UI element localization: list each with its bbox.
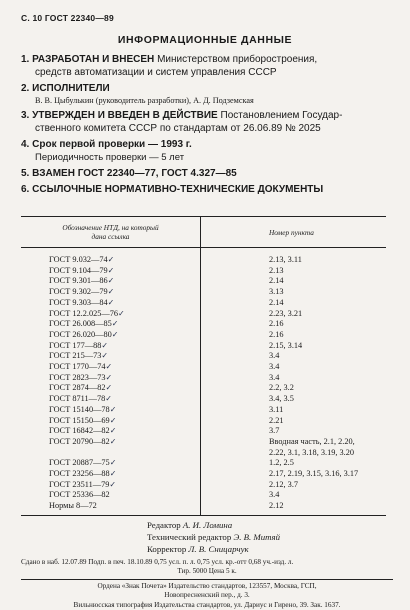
printer-block: [21, 582, 393, 610]
references-table: [21, 216, 386, 516]
document-code: ГОСТ 1770—74: [49, 362, 106, 372]
item-number: 4.: [21, 139, 30, 150]
item-text: Министерством приборостроения,: [157, 54, 318, 65]
item-text-cont: ственного комитета СССР по стандартам от 26.06.89 № 2025: [35, 123, 321, 134]
imprint-line: Сдано в наб. 12.07.89 Подп. в печ. 18.10.89 0,75 усл. п. л. 0,75 усл. кр.-отт 0,68 уч.-изд. л.: [21, 558, 294, 566]
checkmark-icon: ✓: [107, 287, 115, 297]
table-row: [21, 351, 386, 362]
cell-document: [21, 362, 201, 373]
tech-editor-label: Технический редактор: [147, 532, 232, 542]
points-line: 2.15, 3.14: [269, 340, 303, 350]
table-row: [21, 469, 386, 480]
document-code: ГОСТ 23256—88: [49, 469, 110, 479]
cell-points: [201, 394, 387, 405]
document-code: ГОСТ 8711—78: [49, 394, 106, 404]
editors-block: [147, 519, 280, 555]
points-line: 3.13: [269, 287, 284, 297]
points-line: 2.23, 3.21: [269, 308, 303, 318]
table-row: [21, 490, 386, 501]
checkmark-icon: ✓: [109, 479, 117, 489]
cell-points: [201, 298, 387, 309]
corrector-name: Л. В. Сницарчук: [188, 544, 249, 554]
points-line: 2.14: [269, 276, 284, 286]
table-row: [21, 373, 386, 384]
table-body: [21, 248, 386, 516]
cell-points: [201, 373, 387, 384]
info-items: [21, 53, 399, 199]
item-heading: ВЗАМЕН ГОСТ 22340—77, ГОСТ 4.327—85: [32, 168, 237, 179]
table-row: [21, 458, 386, 469]
points-line: 3.4, 3.5: [269, 394, 294, 404]
checkmark-icon: ✓: [109, 426, 117, 436]
points-line: 2.2, 3.2: [269, 383, 294, 393]
item-heading: ИСПОЛНИТЕЛИ: [32, 83, 110, 94]
cell-points: [201, 437, 387, 458]
table-row: [21, 341, 386, 352]
cell-points: [201, 276, 387, 287]
checkmark-icon: ✓: [101, 340, 109, 350]
document-code: ГОСТ 9.104—79: [49, 265, 108, 275]
table-row: [21, 405, 386, 416]
table-row: [21, 266, 386, 277]
checkmark-icon: ✓: [107, 297, 115, 307]
item-number: 5.: [21, 168, 30, 179]
table-row: [21, 287, 386, 298]
executors-names: В. В. Цыбулькин (руководитель разработки), А. Д. Подземская: [35, 96, 254, 105]
item-number: 6.: [21, 184, 30, 195]
cell-document: [21, 490, 201, 501]
printer-line: Ордена «Знак Почета» Издательство стандартов, 123557, Москва, ГСП,: [97, 582, 317, 590]
points-line: 2.13: [269, 265, 284, 275]
item-approved: [21, 109, 399, 135]
col-header-points: Номер пункта: [201, 217, 387, 248]
item-replaces: [21, 167, 399, 180]
cell-points: [201, 309, 387, 320]
points-line: 3.4: [269, 351, 280, 361]
col-header-line: дана ссылка: [91, 232, 130, 241]
cell-document: [21, 248, 201, 266]
document-code: ГОСТ 15140—78: [49, 404, 110, 414]
checkmark-icon: ✓: [109, 415, 117, 425]
points-line: 3.4: [269, 372, 280, 382]
cell-document: [21, 298, 201, 309]
cell-document: [21, 276, 201, 287]
table-row: [21, 416, 386, 427]
points-line: 3.7: [269, 426, 280, 436]
table-row: [21, 276, 386, 287]
cell-document: [21, 480, 201, 491]
checkmark-icon: ✓: [107, 255, 115, 264]
cell-points: [201, 287, 387, 298]
checkmark-icon: ✓: [118, 308, 125, 318]
table-row: [21, 383, 386, 394]
cell-points: [201, 266, 387, 277]
cell-document: [21, 394, 201, 405]
item-executors: [21, 82, 399, 106]
table-row: [21, 501, 386, 515]
cell-points: [201, 330, 387, 341]
points-line: 1.2, 2.5: [269, 458, 294, 468]
cell-document: [21, 287, 201, 298]
cell-document: [21, 458, 201, 469]
checkmark-icon: ✓: [105, 394, 112, 404]
item-text: Постановлением Государ-: [220, 110, 343, 121]
cell-document: [21, 405, 201, 416]
cell-points: [201, 469, 387, 480]
item-number: 3.: [21, 110, 30, 121]
cell-points: [201, 248, 387, 266]
cell-points: [201, 319, 387, 330]
cell-document: [21, 341, 201, 352]
cell-document: [21, 383, 201, 394]
checkmark-icon: ✓: [109, 404, 117, 414]
document-code: Нормы 8—72: [49, 501, 97, 511]
document-code: ГОСТ 15150—69: [49, 415, 110, 425]
cell-document: [21, 426, 201, 437]
col-header-line: Обозначение НТД, на который: [62, 223, 159, 232]
cell-points: [201, 490, 387, 501]
editor-label: Редактор: [147, 520, 181, 530]
cell-document: [21, 373, 201, 384]
cell-points: [201, 501, 387, 515]
item-heading: Срок первой проверки — 1993 г.: [32, 139, 192, 150]
corrector-label: Корректор: [147, 544, 187, 554]
table-row: [21, 426, 386, 437]
document-code: ГОСТ 9.032—74: [49, 255, 108, 264]
table-row: [21, 394, 386, 405]
table-header-row: [21, 217, 386, 248]
editor-line: [147, 519, 280, 531]
imprint-block: [21, 558, 393, 580]
points-line: 3.11: [269, 404, 284, 414]
cell-document: [21, 266, 201, 277]
item-review: [21, 138, 399, 151]
checkmark-icon: ✓: [105, 362, 113, 372]
document-code: ГОСТ 9.303—84: [49, 297, 108, 307]
document-code: ГОСТ 20887—75: [49, 458, 110, 468]
checkmark-icon: ✓: [101, 351, 109, 361]
points-line: 2.12: [269, 501, 284, 511]
cell-points: [201, 416, 387, 427]
points-line: 2.17, 2.19, 3.15, 3.16, 3.17: [269, 469, 359, 479]
cell-points: [201, 341, 387, 352]
points-line: 2.16: [269, 329, 284, 339]
page-title: ИНФОРМАЦИОННЫЕ ДАННЫЕ: [117, 34, 293, 46]
points-line: 2.21: [269, 415, 284, 425]
tech-editor-name: Э. В. Митяй: [233, 532, 281, 542]
table-row: [21, 437, 386, 458]
cell-document: [21, 469, 201, 480]
cell-points: [201, 351, 387, 362]
item-heading: ССЫЛОЧНЫЕ НОРМАТИВНО-ТЕХНИЧЕСКИЕ ДОКУМЕНТЫ: [32, 184, 324, 195]
document-code: ГОСТ 26.008—85: [49, 319, 112, 329]
cell-points: [201, 405, 387, 416]
document-code: ГОСТ 23511—79: [49, 479, 110, 489]
checkmark-icon: ✓: [105, 383, 113, 393]
item-heading: РАЗРАБОТАН И ВНЕСЕН: [32, 54, 155, 65]
table-row: [21, 362, 386, 373]
editor-name: А. И. Ломина: [182, 520, 233, 530]
points-line: 2.16: [269, 319, 284, 329]
points-line: 3.4: [269, 490, 280, 500]
tech-editor-line: [147, 531, 280, 543]
checkmark-icon: ✓: [109, 458, 117, 468]
checkmark-icon: ✓: [107, 276, 115, 286]
document-code: ГОСТ 2823—73: [49, 372, 106, 382]
checkmark-icon: ✓: [111, 329, 119, 339]
cell-points: [201, 458, 387, 469]
table-row: [21, 248, 386, 266]
col-header-document: [21, 217, 201, 248]
points-line: 2.13, 3.11: [269, 255, 302, 264]
cell-document: [21, 437, 201, 458]
points-line: Вводная часть, 2.1, 2.20,: [269, 436, 355, 446]
table-row: [21, 298, 386, 309]
cell-points: [201, 426, 387, 437]
document-code: ГОСТ 25336—82: [49, 490, 110, 500]
item-text-cont: средств автоматизации и систем управления СССР: [35, 67, 277, 78]
document-code: ГОСТ 26.020—80: [49, 329, 112, 339]
table-row: [21, 480, 386, 491]
cell-points: [201, 383, 387, 394]
page-header: С. 10 ГОСТ 22340—89: [21, 13, 114, 23]
table-row: [21, 309, 386, 320]
document-code: ГОСТ 177—88: [49, 340, 102, 350]
points-line: 3.4: [269, 362, 280, 372]
document-code: ГОСТ 2874—82: [49, 383, 106, 393]
document-code: ГОСТ 215—73: [49, 351, 102, 361]
cell-document: [21, 309, 201, 320]
document-code: ГОСТ 9.302—79: [49, 287, 108, 297]
cell-document: [21, 416, 201, 427]
points-line: 2.22, 3.1, 3.18, 3.19, 3.20: [269, 447, 355, 457]
cell-points: [201, 362, 387, 373]
printer-line: Вильнюсская типография Издательства стандартов, ул. Дариус и Гирено, 39. Зак. 1637.: [73, 600, 341, 609]
item-heading: УТВЕРЖДЕН И ВВЕДЕН В ДЕЙСТВИЕ: [32, 110, 218, 121]
cell-document: [21, 330, 201, 341]
document-code: ГОСТ 20790—82: [49, 436, 110, 446]
item-number: 2.: [21, 83, 30, 94]
document-code: ГОСТ 12.2.025—76: [49, 308, 118, 318]
item-references: [21, 183, 399, 196]
cell-document: [21, 501, 201, 515]
points-line: 2.12, 3.7: [269, 479, 299, 489]
checkmark-icon: ✓: [109, 436, 117, 446]
printer-line: Новопресненский пер., д. 3.: [164, 591, 250, 600]
imprint-line: Тир. 5000 Цена 5 к.: [177, 567, 237, 576]
review-period: Периодичность проверки — 5 лет: [35, 152, 185, 163]
cell-document: [21, 319, 201, 330]
checkmark-icon: ✓: [109, 469, 117, 479]
item-developed: [21, 53, 399, 79]
item-number: 1.: [21, 54, 30, 65]
cell-points: [201, 480, 387, 491]
points-line: 2.14: [269, 297, 284, 307]
table-row: [21, 330, 386, 341]
checkmark-icon: ✓: [107, 265, 115, 275]
checkmark-icon: ✓: [105, 372, 113, 382]
document-code: ГОСТ 16842—82: [49, 426, 110, 436]
document-code: ГОСТ 9.301—86: [49, 276, 108, 286]
corrector-line: [147, 543, 280, 555]
cell-document: [21, 351, 201, 362]
checkmark-icon: ✓: [111, 319, 119, 329]
table-row: [21, 319, 386, 330]
